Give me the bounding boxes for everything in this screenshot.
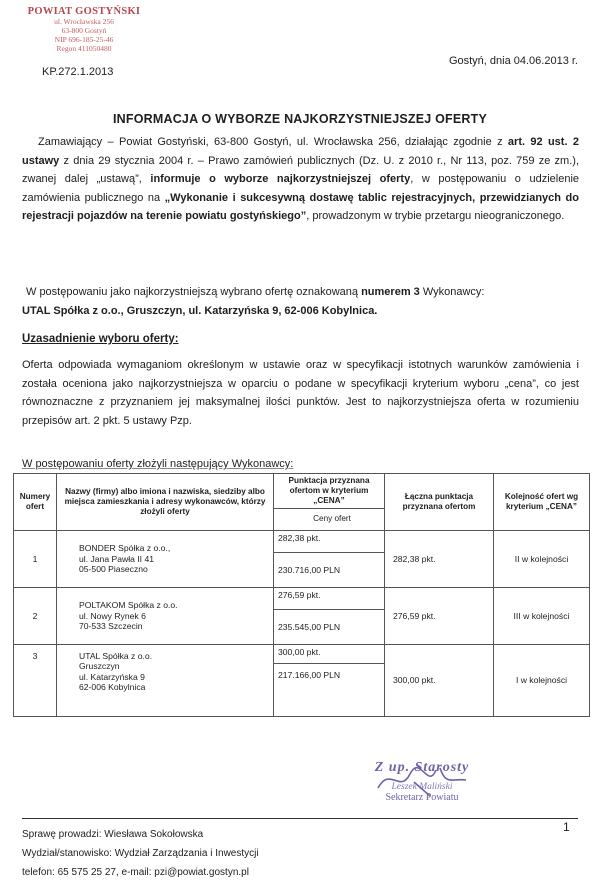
row-total: 300,00 pkt. [385, 645, 494, 717]
selected-contractor: UTAL Spółka z o.o., Gruszczyn, ul. Katarzyńska 9, 62-006 Kobylnica. [22, 304, 378, 317]
row-points: 276,59 pkt. [274, 588, 385, 610]
header-rank: Kolejność ofert wg kryterium „CENA” [494, 474, 590, 531]
footer-contact: telefon: 65 575 25 27, e-mail: pzi@powiat.gostyn.pl [22, 867, 249, 878]
intro-text-g: , prowadzonym w trybie przetargu nieograniczonego. [306, 210, 565, 223]
header-name: Nazwy (firmy) albo imiona i nazwiska, siedziby albo miejsca zamieszkania i adresy wykonawców, którzy złożyli oferty [57, 474, 274, 531]
row-contractor-line: BONDER Spółka z o.o., [79, 543, 171, 554]
header-total: Łączna punktacja przyznana ofertom [385, 474, 494, 531]
stamp-regon: Regon 411050480 [56, 44, 112, 53]
document-title: INFORMACJA O WYBORZE NAJKORZYSTNIEJSZEJ OFERTY [112, 112, 488, 126]
table-header-row [14, 474, 590, 509]
footer-handled-by: Sprawę prowadzi: Wiesława Sokołowska [22, 829, 204, 840]
intro-text-d: informuje o wyborze najkorzystniejszej oferty [150, 173, 411, 186]
signature-block [352, 760, 492, 803]
document-date: Gostyń, dnia 04.06.2013 r. [448, 55, 578, 67]
office-stamp [14, 6, 154, 53]
table-row [14, 645, 590, 664]
signature-name: Leszek Maliński [391, 782, 453, 792]
reference-number: KP.272.1.2013 [42, 66, 114, 78]
row-number: 3 [14, 645, 57, 717]
selection-text-a: W postępowaniu jako najkorzystniejszą wybrano ofertę oznakowaną [26, 286, 362, 298]
table-row [14, 588, 590, 610]
stamp-city: 63-800 Gostyń [61, 26, 107, 35]
row-contractor-line: Gruszczyn [79, 661, 120, 672]
row-contractor-line: ul. Jana Pawła II 41 [79, 553, 155, 564]
row-contractor-line: 62-006 Kobylnica [79, 682, 146, 693]
signature-role: Sekretarz Powiatu [385, 792, 459, 803]
justification-paragraph: Oferta odpowiada wymaganiom określonym w ustawie oraz w specyfikacji istotnych warunków zamówienia i została oceniona jako najkorzystniejsza w oparciu o podane w specyfikacji kryterium wyboru „cena”, co jest równoznaczne z przyznaniem jej maksymalnej ilości punktów. Jest to najkorzystniejsza oferta w rozumieniu przepisów art. 2 pkt. 5 ustawy Pzp. [22, 359, 579, 427]
row-number: 2 [14, 588, 57, 645]
table-row [14, 531, 590, 553]
stamp-street: ul. Wrocławska 256 [54, 17, 114, 26]
row-contractor-line: UTAL Spółka z o.o. [79, 651, 153, 661]
row-rank: I w kolejności [494, 645, 590, 717]
row-contractor [57, 588, 274, 645]
row-rank: III w kolejności [494, 588, 590, 645]
footer-divider [22, 818, 578, 819]
intro-text-a: Zamawiający – Powiat Gostyński, 63-800 Gostyń, ul. Wrocławska 256, działając zgodnie z [38, 136, 508, 148]
stamp-nip: NIP 696-185-25-46 [54, 35, 114, 44]
offers-table [13, 473, 590, 717]
header-price: Ceny ofert [274, 509, 385, 531]
row-total: 282,38 pkt. [385, 531, 494, 588]
row-total: 276,59 pkt. [385, 588, 494, 645]
intro-text-c: z dnia 29 stycznia 2004 r. – Prawo zamówień publicznych (Dz. U. z 2010 r., Nr 113, poz. 759 ze zm.), zwanej dalej „ustawą”, [22, 154, 579, 186]
signature-authorization: Z up. Starosty [374, 760, 470, 775]
selection-text-b: numerem 3 [361, 286, 420, 298]
footer-department: Wydział/stanowisko: Wydział Zarządzania i Inwestycji [22, 848, 259, 859]
page-number: 1 [563, 820, 570, 834]
row-price: 217.166,00 PLN [274, 664, 385, 717]
row-contractor-line: ul. Nowy Rynek 6 [79, 610, 146, 621]
row-price: 235.545,00 PLN [274, 610, 385, 645]
row-price: 230.716,00 PLN [274, 553, 385, 588]
row-number: 1 [14, 531, 57, 588]
justification-heading: Uzasadnienie wyboru oferty: [22, 333, 179, 345]
row-points: 282,38 pkt. [274, 531, 385, 553]
footer [22, 825, 259, 882]
row-points: 300,00 pkt. [274, 645, 385, 664]
row-contractor [57, 645, 274, 717]
selection-paragraph [22, 283, 579, 320]
row-contractor-line: 05-500 Piaseczno [79, 564, 148, 575]
row-rank: II w kolejności [494, 531, 590, 588]
row-contractor-line: 70-533 Szczecin [79, 621, 143, 632]
offers-intro: W postępowaniu oferty złożyli następujący Wykonawcy: [22, 458, 294, 470]
intro-text-f: „Wykonanie i sukcesywną dostawę tablic rejestracyjnych, przewidzianych do rejestracji pojazdów na terenie powiatu gostyńskiego” [22, 191, 579, 223]
intro-text-b: art. 92 ust. 2 ustawy [22, 136, 579, 167]
row-contractor-line: POLTAKOM Spółka z o.o. [79, 600, 178, 611]
selection-text-c: Wykonawcy: [419, 286, 485, 298]
intro-paragraph [22, 133, 579, 226]
header-number: Numery ofert [14, 474, 57, 531]
header-score-price: Punktacja przyznana ofertom w kryterium „CENA” [274, 474, 385, 509]
intro-text-e: , w postępowaniu o udzielenie zamówienia publicznego na [22, 173, 580, 204]
row-contractor [57, 531, 274, 588]
row-contractor-line: ul. Katarzyńska 9 [79, 671, 145, 682]
stamp-title: POWIAT GOSTYŃSKI [27, 6, 141, 17]
